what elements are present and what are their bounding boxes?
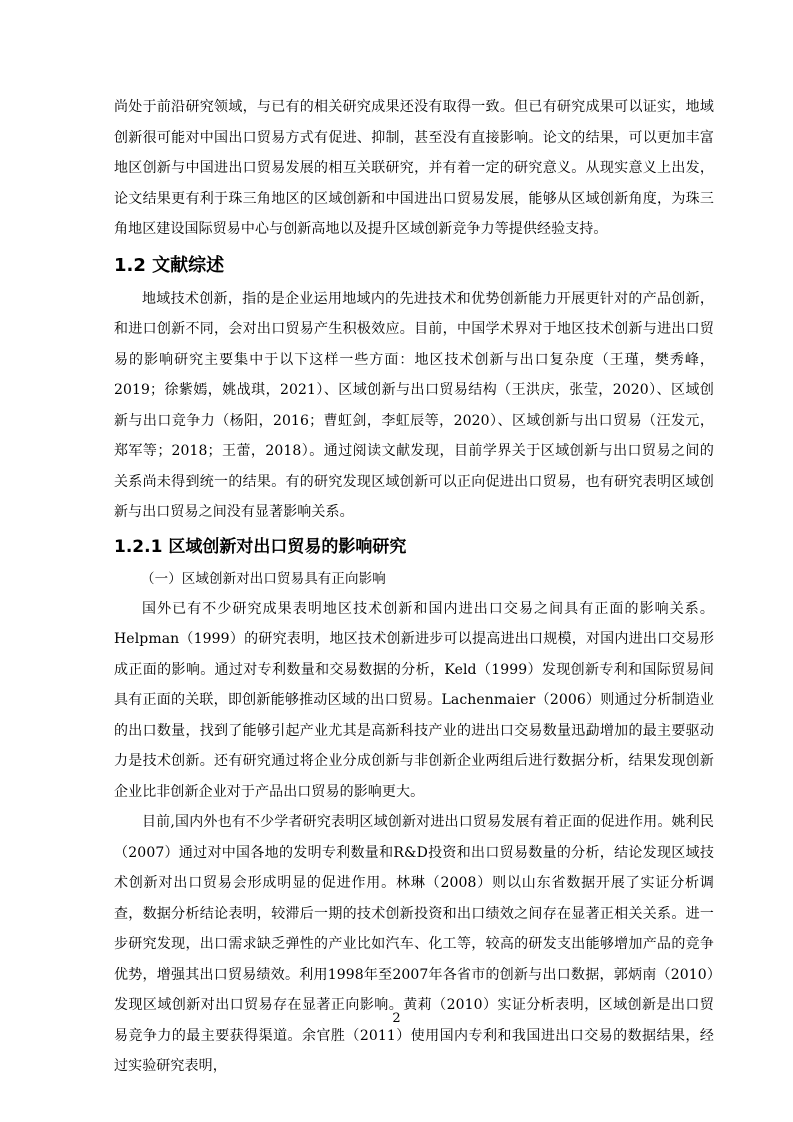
- paragraph-intro-continuation: 尚处于前沿研究领域，与已有的相关研究成果还没有取得一致。但已有研究成果可以证实，地域创新很可能对中国出口贸易方式有促进、抑制，甚至没有直接影响。论文的结果，可以更加丰富地区创新与中国进出口贸易发展的相互关联研究，并有着一定的研究意义。从现实意义上出发，论文结果更有利于珠三角地区的区域创新和中国进出口贸易发展，能够从区域创新角度，为珠三角地区建设国际贸易中心与创新高地以及提升区域创新竞争力等提供经验支持。: [114, 99, 714, 237]
- page-number: 2: [392, 1011, 401, 1026]
- paragraph-literature-overview: 地域技术创新，指的是企业运用地域内的先进技术和优势创新能力开展更针对的产品创新，和进口创新不同，会对出口贸易产生积极效应。目前，中国学术界对于地区技术创新与进出口贸易的影响研究主要集中于以下这样一些方面：地区技术创新与出口复杂度（王瑾，樊秀峰，2019；徐紫嫣，姚战琪，2021）、区域创新与出口贸易结构（王洪庆，张莹，2020）、区域创新与出口竞争力（杨阳，2016；曹虹剑，李虹辰等，2020）、区域创新与出口贸易（汪发元，郑军等；2018；王蕾，2018）。通过阅读文献发现，目前学界关于区域创新与出口贸易之间的关系尚未得到统一的结果。有的研究发现区域创新可以正向促进出口贸易，也有研究表明区域创新与出口贸易之间没有显著影响关系。: [114, 290, 714, 520]
- subsection-heading-regional-innovation: 1.2.1 区域创新对出口贸易的影响研究: [114, 536, 407, 557]
- section-heading-literature-review: 1.2 文献综述: [114, 254, 225, 276]
- page-content: [114, 92, 714, 1082]
- paragraph-domestic-research: 目前,国内外也有不少学者研究表明区域创新对进出口贸易发展有着正面的促进作用。姚利民（2007）通过对中国各地的发明专利数量和R&D投资和出口贸易数量的分析，结论发现区域技术创新对出口贸易会形成明显的促进作用。林琳（2008）则以山东省数据开展了实证分析调查，数据分析结论表明，较滞后一期的技术创新投资和出口绩效之间存在显著正相关关系。进一步研究发现，出口需求缺乏弹性的产业比如汽车、化工等，较高的研发支出能够增加产品的竞争优势，增强其出口贸易绩效。利用1998年至2007年各省市的创新与出口数据，郭炳南（2010）发现区域创新对出口贸易存在显著正向影响。黄莉（2010）实证分析表明，区域创新是出口贸易竞争力的最主要获得渠道。余官胜（2011）使用国内专利和我国进出口交易的数据结果，经过实验研究表明，: [114, 814, 714, 1074]
- paragraph-foreign-research: 国外已有不少研究成果表明地区技术创新和国内进出口交易之间具有正面的影响关系。Helpman（1999）的研究表明，地区技术创新进步可以提高进出口规模，对国内进出口交易形成正面的影响。通过对专利数量和交易数据的分析，Keld（1999）发现创新专利和国际贸易间具有正面的关联，即创新能够推动区域的出口贸易。Lachenmaier（2006）则通过分析制造业的出口数量，找到了能够引起产业尤其是高新科技产业的进出口交易数量迅勐增加的最主要驱动力是技术创新。还有研究通过将企业分成创新与非创新企业两组后进行数据分析，结果发现创新企业比非创新企业对于产品出口贸易的影响更大。: [114, 600, 714, 800]
- sub-heading-positive-effect: （一）区域创新对出口贸易具有正向影响: [141, 570, 386, 587]
